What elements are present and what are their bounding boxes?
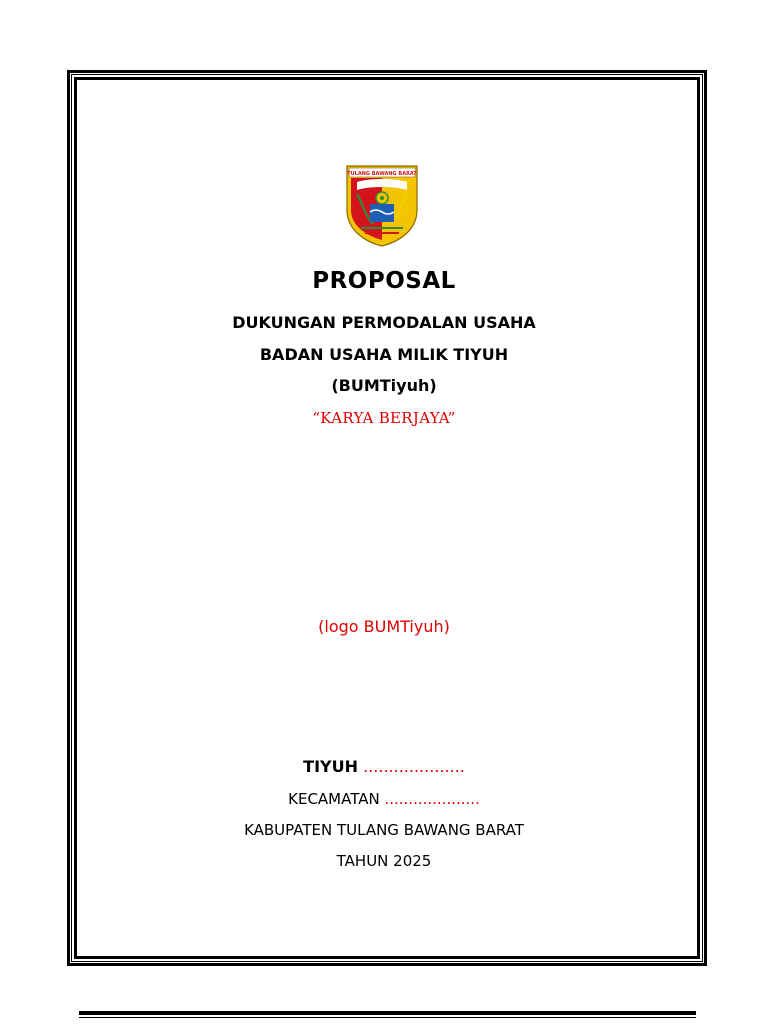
document-title: PROPOSAL (312, 268, 456, 294)
svg-text:TULANG BAWANG BARAT: TULANG BAWANG BARAT (347, 170, 417, 177)
kecamatan-label: KECAMATAN (288, 790, 380, 808)
regency-emblem-icon (343, 164, 421, 248)
tiyuh-label: TIYUH (303, 757, 359, 776)
tiyuh-value: .................... (363, 757, 465, 776)
kecamatan-value: .................... (384, 790, 480, 808)
kecamatan-line (0, 790, 768, 808)
year-line: TAHUN 2025 (336, 852, 432, 870)
subtitle-line-1: DUKUNGAN PERMODALAN USAHA (232, 313, 536, 332)
subtitle-line-3: (BUMTiyuh) (331, 376, 437, 395)
footer-rule-thick (79, 1011, 696, 1015)
kabupaten-line: KABUPATEN TULANG BAWANG BARAT (244, 821, 524, 839)
footer-rule-thin (79, 1017, 696, 1018)
subtitle-line-2: BADAN USAHA MILIK TIYUH (259, 345, 509, 364)
business-name: “KARYA BERJAYA” (312, 409, 456, 427)
tiyuh-line (0, 757, 768, 776)
logo-placeholder-text: (logo BUMTiyuh) (318, 617, 450, 636)
